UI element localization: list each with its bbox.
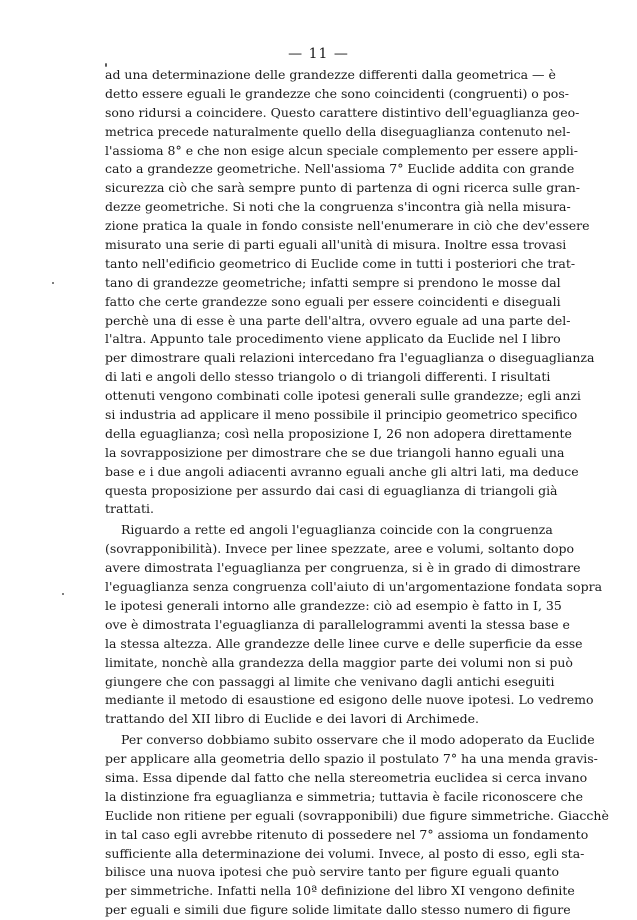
text-line: bilisce una nuova ipotesi che può servire tanto per figure eguali quanto xyxy=(105,864,560,880)
text-line: l'eguaglianza senza congruenza coll'aiuto di un'argomentazione fondata sopra xyxy=(105,579,603,595)
paragraph-1 xyxy=(105,66,595,519)
text-line: avere dimostrata l'eguaglianza per congruenza, si è in grado di dimostrare xyxy=(105,560,581,576)
text-line: sono ridursi a coincidere. Questo carattere distintivo dell'eguaglianza geo- xyxy=(105,104,580,120)
text-line: ottenuti vengono combinati colle ipotesi generali sulle grandezze; egli anzi xyxy=(105,388,581,404)
text-line: la stessa altezza. Alle grandezze delle linee curve e delle superficie da esse xyxy=(105,635,583,651)
scan-speck xyxy=(62,593,64,595)
text-line: l'altra. Appunto tale procedimento viene applicato da Euclide nel I libro xyxy=(105,331,561,347)
text-line: si industria ad applicare il meno possibile il principio geometrico specifico xyxy=(105,407,578,423)
text-line: dezze geometriche. Si noti che la congruenza s'incontra già nella misura- xyxy=(105,199,571,215)
text-line: fatto che certe grandezze sono eguali per essere coincidenti e diseguali xyxy=(105,293,561,309)
text-line: la distinzione fra eguaglianza e simmetria; tuttavia è facile riconoscere che xyxy=(105,788,583,804)
text-line: tano di grandezze geometriche; infatti sempre si prendono le mosse dal xyxy=(105,274,561,290)
text-line: trattando del XII libro di Euclide e dei lavori di Archimede. xyxy=(105,711,479,727)
text-line: base e i due angoli adiacenti avranno eguali anche gli altri lati, ma deduce xyxy=(105,463,579,479)
text-line: (sovrapponibilità). Invece per linee spezzate, aree e volumi, soltanto dopo xyxy=(105,541,575,557)
text-line: mediante il metodo di esaustione ed esigono delle nuove ipotesi. Lo vedremo xyxy=(105,692,594,708)
text-line: cato a grandezze geometriche. Nell'assioma 7° Euclide addita con grande xyxy=(105,161,575,177)
text-line: sima. Essa dipende dal fatto che nella stereometria euclidea si cerca invano xyxy=(105,769,588,785)
text-line: detto essere eguali le grandezze che sono coincidenti (congruenti) o pos- xyxy=(105,85,569,101)
text-line: zione pratica la quale in fondo consiste nell'enumerare in ciò che dev'essere xyxy=(105,218,590,234)
text-line: le ipotesi generali intorno alle grandezze: ciò ad esempio è fatto in I, 35 xyxy=(105,597,562,613)
text-line: metrica precede naturalmente quello della diseguaglianza contenuto nel- xyxy=(105,123,571,139)
text-line: in tal caso egli avrebbe ritenuto di possedere nel 7° assioma un fondamento xyxy=(105,826,589,842)
text-line: giungere che con passaggi al limite che venivano dagli antichi eseguiti xyxy=(105,673,555,689)
text-line: sufficiente alla determinazione dei volumi. Invece, al posto di esso, egli sta- xyxy=(105,845,585,861)
scan-speck xyxy=(52,282,54,284)
text-line: la sovrapposizione per dimostrare che se due triangoli hanno eguali una xyxy=(105,444,565,460)
text-line: perchè una di esse è una parte dell'altra, ovvero eguale ad una parte del- xyxy=(105,312,571,328)
text-line: Per converso dobbiamo subito osservare che il modo adoperato da Euclide xyxy=(121,732,595,748)
text-line: per applicare alla geometria dello spazio il postulato 7° ha una menda gravis- xyxy=(105,751,598,767)
text-line: l'assioma 8° e che non esige alcun speciale complemento per essere appli- xyxy=(105,142,579,158)
text-line: misurato una serie di parti eguali all'unità di misura. Inoltre essa trovasi xyxy=(105,237,567,253)
text-line: per simmetriche. Infatti nella 10ª definizione del libro XI vengono definite xyxy=(105,883,575,899)
text-line: per dimostrare quali relazioni intercedano fra l'eguaglianza o diseguaglianza xyxy=(105,350,595,366)
text-line: ove è dimostrata l'eguaglianza di parallelogrammi aventi la stessa base e xyxy=(105,616,570,632)
text-line: questa proposizione per assurdo dai casi di eguaglianza di triangoli già xyxy=(105,482,558,498)
text-line: per eguali e simili due figure solide limitate dallo stesso numero di figure xyxy=(105,902,571,918)
text-line: tanto nell'edificio geometrico di Euclide come in tutti i posteriori che trat- xyxy=(105,255,576,271)
text-line: Riguardo a rette ed angoli l'eguaglianza coincide con la congruenza xyxy=(121,522,553,538)
paragraph-2 xyxy=(105,521,603,729)
text-line: sicurezza ciò che sarà sempre punto di partenza di ogni ricerca sulle gran- xyxy=(105,180,580,196)
text-line: Euclide non ritiene per eguali (sovrapponibili) due figure simmetriche. Giacchè xyxy=(105,807,609,823)
body-text xyxy=(105,66,609,920)
text-line: trattati. xyxy=(105,501,154,517)
text-line: di lati e angoli dello stesso triangolo o di triangoli differenti. I risultati xyxy=(105,369,551,385)
paragraph-3 xyxy=(105,731,609,920)
text-line: ad una determinazione delle grandezze differenti dalla geometrica — è xyxy=(105,67,556,82)
text-line: limitate, nonchè alla grandezza della maggior parte dei volumi non si può xyxy=(105,654,573,670)
page-number: — 11 — xyxy=(288,46,349,62)
text-line: della eguaglianza; così nella proposizione I, 26 non adopera direttamente xyxy=(105,425,572,441)
